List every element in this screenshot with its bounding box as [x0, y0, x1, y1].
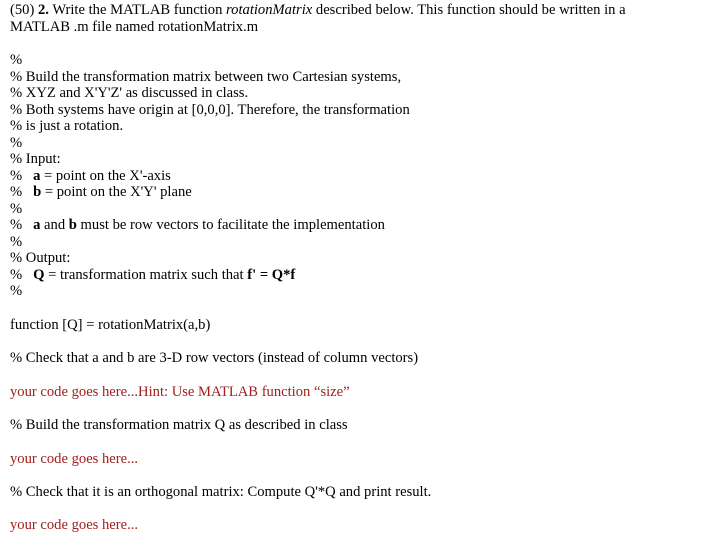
comment-line: %	[10, 52, 23, 68]
comment-line-row-vectors	[10, 217, 385, 234]
comment-line: % XYZ and X'Y'Z' as discussed in class.	[10, 85, 249, 101]
equation: f' = Q*f	[247, 267, 296, 283]
var-b: b	[33, 184, 42, 200]
var-b: b	[68, 217, 77, 233]
code-placeholder-2: your code goes here...	[10, 451, 139, 467]
code-placeholder-3: your code goes here...	[10, 517, 139, 533]
var-a: a	[33, 168, 41, 184]
var-a: a	[33, 217, 41, 233]
build-comment: % Build the transformation matrix Q as described in class	[10, 417, 348, 433]
check-comment: % Check that a and b are 3-D row vectors (instead of column vectors)	[10, 350, 419, 366]
comment-prefix: %	[10, 168, 34, 184]
comment-line: %	[10, 201, 23, 217]
comment-text: = point on the X'-axis	[40, 168, 171, 184]
comment-text: must be row vectors to facilitate the implementation	[76, 217, 385, 233]
comment-prefix: %	[10, 184, 34, 200]
comment-text: = transformation matrix such that	[44, 267, 248, 283]
comment-line-output-q	[10, 267, 295, 284]
question-intro-after: described below. This function should be written in a	[315, 2, 626, 18]
code-placeholder-1: your code goes here...Hint: Use MATLAB function “size”	[10, 384, 350, 400]
question-header-line1	[10, 2, 626, 19]
comment-line-input-a	[10, 168, 171, 185]
comment-prefix: %	[10, 267, 34, 283]
comment-line: %	[10, 135, 23, 151]
comment-line: % Both systems have origin at [0,0,0]. Therefore, the transformation	[10, 102, 410, 118]
comment-line: %	[10, 283, 23, 299]
comment-line-input-b	[10, 184, 192, 201]
orthogonal-comment: % Check that it is an orthogonal matrix: Compute Q'*Q and print result.	[10, 484, 432, 500]
function-name: rotationMatrix	[226, 2, 313, 18]
var-q: Q	[33, 267, 45, 283]
question-header-line2: MATLAB .m file named rotationMatrix.m	[10, 19, 259, 35]
comment-line: % Input:	[10, 151, 61, 167]
function-declaration: function [Q] = rotationMatrix(a,b)	[10, 317, 211, 333]
comment-line: %	[10, 234, 23, 250]
comment-line: % is just a rotation.	[10, 118, 124, 134]
comment-text: and	[40, 217, 69, 233]
comment-line: % Output:	[10, 250, 71, 266]
comment-text: = point on the X'Y' plane	[41, 184, 192, 200]
comment-line: % Build the transformation matrix between two Cartesian systems,	[10, 69, 402, 85]
question-intro-before: Write the MATLAB function	[52, 2, 223, 18]
comment-prefix: %	[10, 217, 34, 233]
question-number: 2.	[37, 2, 49, 18]
question-points: (50)	[10, 2, 35, 18]
